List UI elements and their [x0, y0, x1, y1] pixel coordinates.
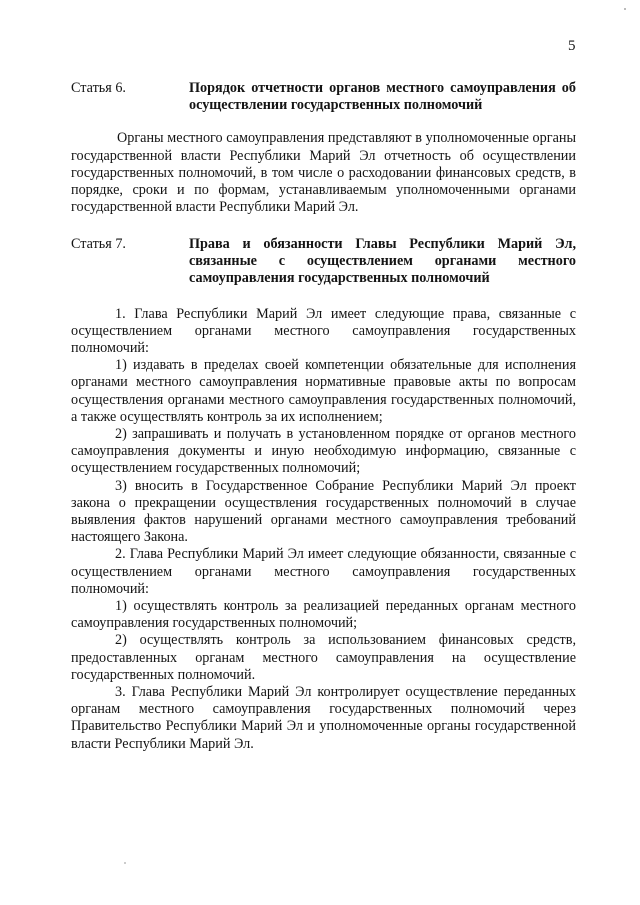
scan-speck [124, 862, 126, 864]
article-heading [71, 80, 576, 114]
article-label: Статья 6. [71, 80, 126, 96]
article-label: Статья 7. [71, 236, 126, 252]
paragraph: 3. Глава Республики Марий Эл контролирует осуществление переданных органам местного самоуправления государственных полномочий через Правительство Республики Марий Эл и уполномоченные органы государственной власти Республики Марий Эл. [71, 684, 576, 752]
paragraph: 2) запрашивать и получать в установленном порядке от органов местного самоуправления документы и иную необходимую информацию, связанные с осуществлением государственных полномочий; [71, 426, 576, 477]
paragraph: 1) издавать в пределах своей компетенции обязательные для исполнения органами местного самоуправления нормативные правовые акты по вопросам осуществления органами местного самоуправления государственных полномочий, а также осуществлять контроль за их исполнением; [71, 357, 576, 425]
paragraph: 1) осуществлять контроль за реализацией переданных органам местного самоуправления государственных полномочий; [71, 598, 576, 632]
paragraph: 2) осуществлять контроль за использованием финансовых средств, предоставленных органам местного самоуправления на осуществление государственных полномочий. [71, 632, 576, 683]
article-7 [71, 236, 576, 753]
article-title: Права и обязанности Главы Республики Марий Эл, связанные с осуществлением органами местного самоуправления государственных полномочий [189, 236, 576, 287]
article-body [71, 306, 576, 753]
article-6 [71, 80, 576, 216]
paragraph: Органы местного самоуправления представляют в уполномоченные органы государственной власти Республики Марий Эл отчетность об осуществлении государственных полномочий, в том числе о расходовании финансовых средств, в порядке, сроки и по формам, устанавливаемым уполномоченными органами государственной власти Республики Марий Эл. [71, 130, 576, 216]
article-heading [71, 236, 576, 288]
paragraph: 2. Глава Республики Марий Эл имеет следующие обязанности, связанные с осуществлением органами местного самоуправления государственных полномочий: [71, 546, 576, 597]
page-number: 5 [568, 38, 576, 54]
scan-speck [624, 8, 626, 10]
article-title: Порядок отчетности органов местного самоуправления об осуществлении государственных полномочий [189, 80, 576, 114]
paragraph: 3) вносить в Государственное Собрание Республики Марий Эл проект закона о прекращении осуществления государственных полномочий в случае выявления фактов нарушений органами местного самоуправления требований настоящего Закона. [71, 477, 576, 546]
paragraph: 1. Глава Республики Марий Эл имеет следующие права, связанные с осуществлением органами местного самоуправления государственных полномочий: [71, 305, 576, 357]
